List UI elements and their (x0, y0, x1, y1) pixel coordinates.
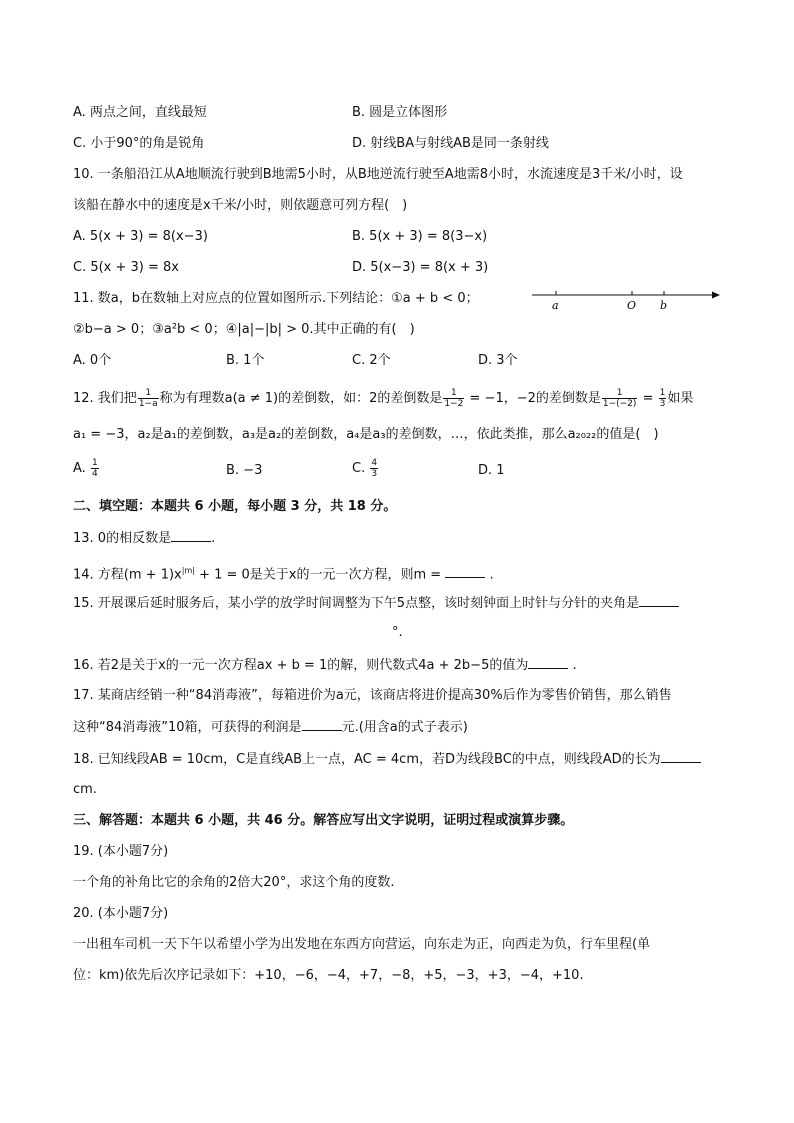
q16: 16. 若2是关于x的一元一次方程ax + b = 1的解，则代数式4a + 2b−5的值为 . (73, 658, 577, 673)
answer-blank[interactable] (302, 718, 342, 731)
q11-option-c: C. 2个 (352, 353, 391, 368)
q15-line2: °. (392, 625, 403, 640)
q9-option-d: D. 射线BA与射线AB是同一条射线 (352, 136, 549, 151)
answer-blank[interactable] (639, 594, 679, 607)
q12-text-4: = (638, 391, 658, 406)
fraction-1-over-1-minus-neg2: $\frac{1}{1-(-2)}$ (602, 388, 637, 409)
q12-text-5: 如果 (667, 391, 694, 406)
q12-stem-line1 (73, 388, 693, 409)
section-heading-fill-in: 二、填空题：本题共 6 小题，每小题 3 分，共 18 分。 (73, 499, 397, 514)
fraction-4-over-3: $\frac{4}{3}$ (371, 458, 378, 479)
q14: 14. 方程$(m + 1)x^{|m|} + 1 = 0$是关于x的一元一次方程，则m = . (73, 566, 494, 583)
fraction-1-over-1-minus-2: $\frac{1}{1-2}$ (444, 388, 464, 409)
q12-option-c: C. $\frac{4}{3}$ (352, 458, 378, 479)
answer-blank[interactable] (445, 565, 485, 578)
q10-option-b: B. 5(x + 3) = 8(3−x) (352, 229, 488, 244)
q10-option-c: C. 5(x + 3) = 8x (73, 260, 179, 275)
answer-blank[interactable] (171, 529, 211, 542)
q12-stem-line2: a₁ = −3，a₂是a₁的差倒数，a₃是a₂的差倒数，a₄是a₃的差倒数，…，依此类推，那么a₂₀₂₂的值是( ) (73, 427, 659, 442)
q20-body-line2: 位：km)依先后次序记录如下：+10，−6，−4，+7，−8，+5，−3，+3，−4，+10. (73, 968, 584, 983)
q12-text-1: 12. 我们把 (73, 391, 137, 406)
q9-option-b: B. 圆是立体图形 (352, 105, 448, 120)
section-heading-solutions: 三、解答题：本题共 6 小题，共 46 分。解答应写出文字说明，证明过程或演算步骤。 (73, 813, 574, 828)
q19-heading: 19. (本小题7分) (73, 844, 169, 859)
q18-line1: 18. 已知线段AB = 10cm，C是直线AB上一点，AC = 4cm，若D为线段BC的中点，则线段AD的长为 (73, 750, 701, 769)
q12-option-a: A. $\frac{1}{4}$ (73, 458, 98, 479)
q19-body: 一个角的补角比它的余角的2倍大20°，求这个角的度数. (73, 875, 395, 890)
q17-line2: 这种“84消毒液”10箱，可获得的利润是 元.(用含a的式子表示) (73, 720, 468, 735)
q11-stem-line1: 11. 数a，b在数轴上对应点的位置如图所示.下列结论：①a + b < 0； (73, 291, 479, 306)
axis-label-origin: O (627, 299, 637, 312)
fraction-1-over-1-minus-a: $\frac{1}{1-a}$ (138, 388, 158, 409)
q20-body-line1: 一出租车司机一天下午以希望小学为出发地在东西方向营运，向东走为正，向西走为负，行车里程(单 (73, 937, 651, 952)
q15-line1: 15. 开展课后延时服务后，某小学的放学时间调整为下午5点整，该时刻钟面上时针与分针的夹角是 (73, 594, 679, 613)
q10-stem-line2: 该船在静水中的速度是x千米/小时，则依题意可列方程( ) (73, 198, 408, 213)
q18-line2: cm. (73, 782, 97, 797)
q11-option-a: A. 0个 (73, 353, 112, 368)
q11-stem-line2: ②b−a > 0；③a²b < 0；④|a|−|b| > 0.其中正确的有( ) (73, 322, 415, 337)
q13: 13. 0的相反数是 . (73, 531, 216, 546)
number-line-figure (528, 286, 724, 314)
q11-option-d: D. 3个 (478, 353, 518, 368)
q11-option-b: B. 1个 (226, 353, 265, 368)
q10-stem-line1: 10. 一条船沿江从A地顺流行驶到B地需5小时，从B地逆流行驶至A地需8小时，水流速度是3千米/小时，设 (73, 167, 683, 182)
q12-option-d: D. 1 (478, 463, 505, 478)
q17-line1: 17. 某商店经销一种“84消毒液”，每箱进价为a元，该商店将进价提高30%后作为零售价销售，那么销售 (73, 688, 672, 703)
q20-heading: 20. (本小题7分) (73, 906, 169, 921)
q10-option-d: D. 5(x−3) = 8(x + 3) (352, 260, 489, 275)
q12-option-b: B. −3 (226, 463, 263, 478)
q12-text-3: = −1，−2的差倒数是 (465, 391, 601, 406)
axis-arrow-icon (712, 292, 720, 299)
axis-label-b: b (660, 299, 668, 312)
q9-option-a: A. 两点之间，直线最短 (73, 105, 207, 120)
answer-blank[interactable] (661, 750, 701, 763)
axis-label-a: a (552, 299, 559, 312)
q9-option-c: C. 小于90°的角是锐角 (73, 136, 205, 151)
q12-text-2: 称为有理数a(a ≠ 1)的差倒数，如：2的差倒数是 (159, 391, 443, 406)
fraction-1-over-4: $\frac{1}{4}$ (91, 458, 98, 479)
fraction-1-over-3: $\frac{1}{3}$ (659, 388, 666, 409)
q10-option-a: A. 5(x + 3) = 8(x−3) (73, 229, 208, 244)
answer-blank[interactable] (528, 656, 568, 669)
